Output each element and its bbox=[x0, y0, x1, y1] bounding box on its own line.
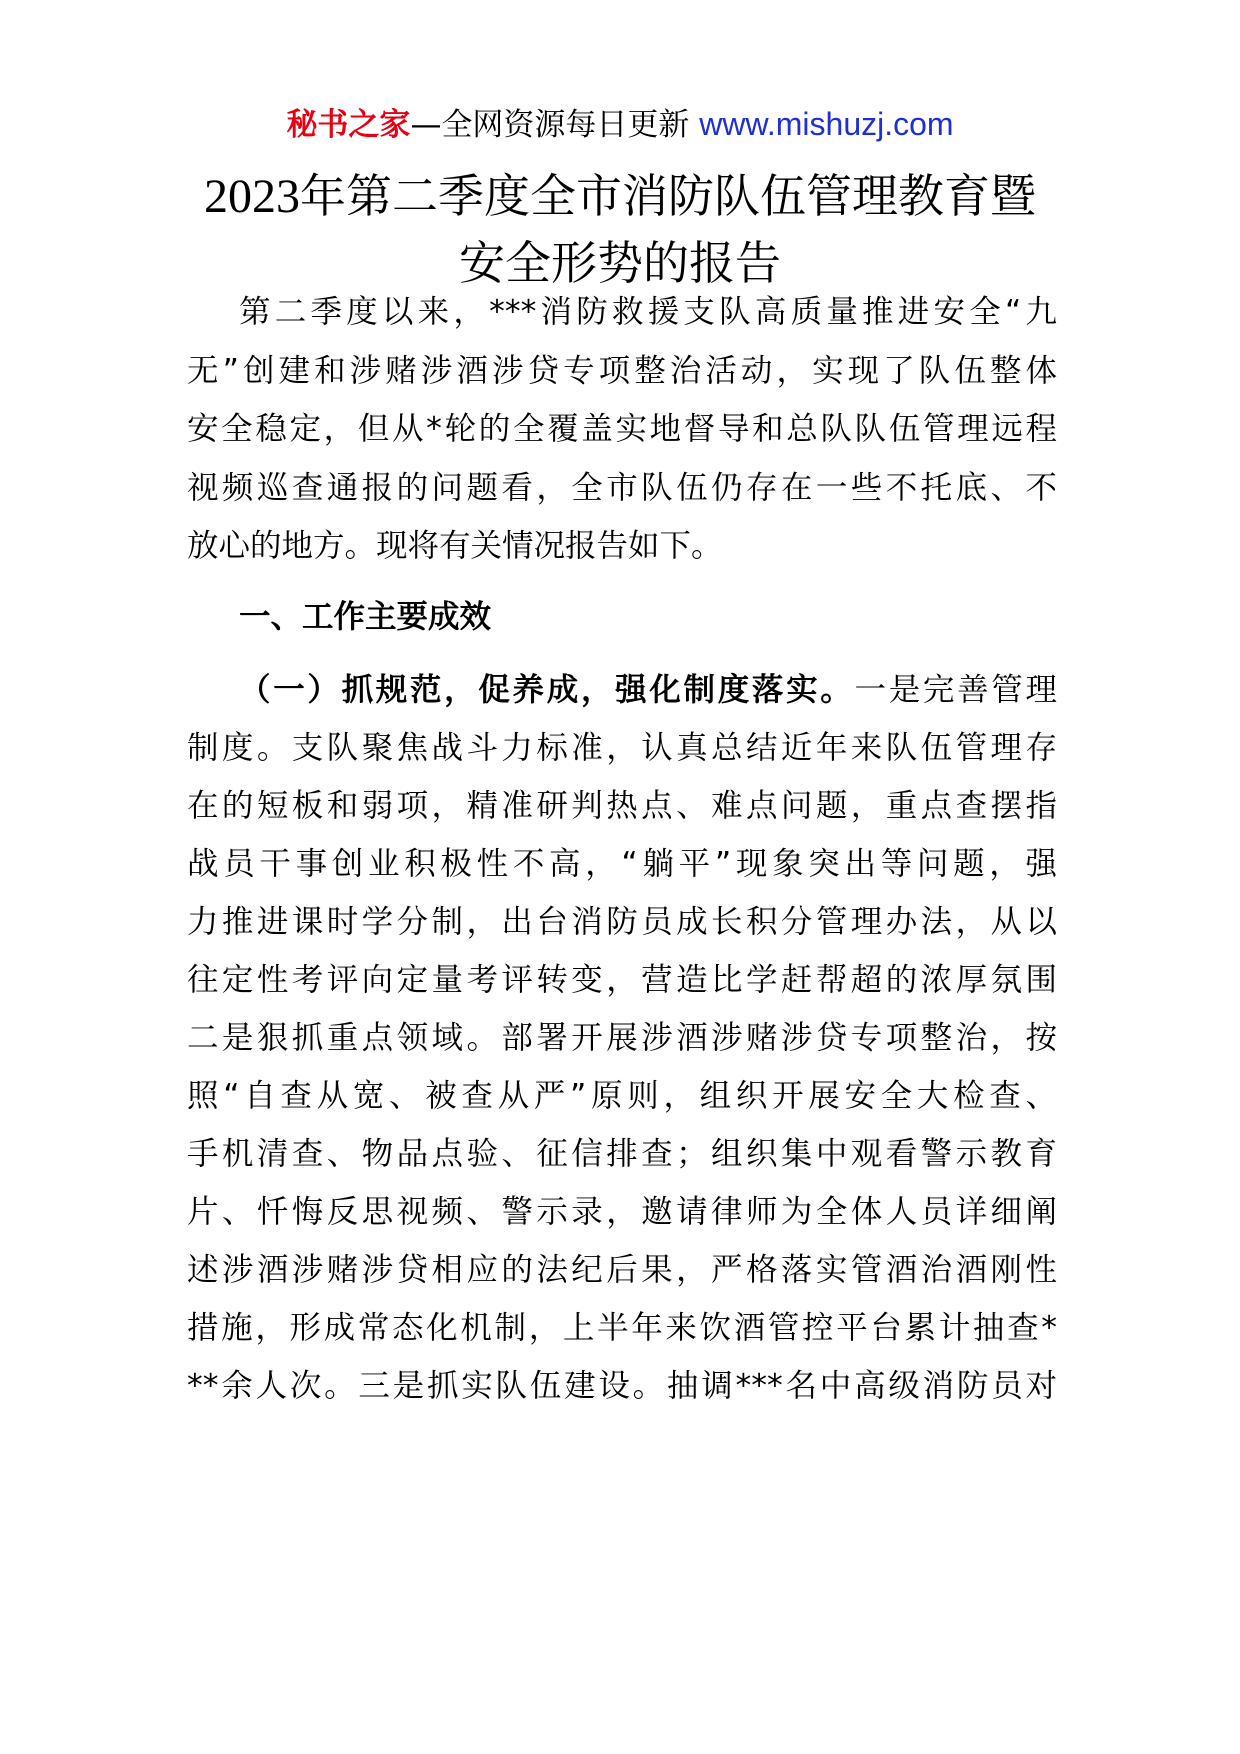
body-line: 二是狠抓重点领域。部署开展涉酒涉赌涉贷专项整治，按 bbox=[187, 1020, 1057, 1056]
body-line: 在的短板和弱项，精准研判热点、难点问题，重点查摆指 bbox=[187, 788, 1057, 824]
document-title bbox=[0, 163, 1240, 296]
subsection-first-line bbox=[239, 670, 1057, 710]
title-line-2: 安全形势的报告 bbox=[459, 236, 781, 290]
title-line-1 bbox=[0, 163, 1240, 230]
body-line: 照“自查从宽、被查从严”原则，组织开展安全大检查、 bbox=[187, 1078, 1057, 1114]
subsection-heading: （一）抓规范，促养成，强化制度落实。 bbox=[239, 672, 855, 708]
intro-line: 安全稳定，但从*轮的全覆盖实地督导和总队队伍管理远程 bbox=[187, 411, 1057, 447]
body-line: 述涉酒涉赌涉贷相应的法纪后果，严格落实管酒治酒刚性 bbox=[187, 1252, 1057, 1288]
subsection-first-line-rest: 一是完善管理 bbox=[854, 672, 1057, 708]
site-banner bbox=[0, 104, 1240, 145]
body-line: 战员干事创业积极性不高，“躺平”现象突出等问题，强 bbox=[187, 846, 1057, 882]
intro-line: 第二季度以来，***消防救援支队高质量推进安全“九 bbox=[239, 294, 1057, 330]
body-line: 力推进课时学分制，出台消防员成长积分管理办法，从以 bbox=[187, 904, 1057, 940]
title-year: 2023 bbox=[204, 170, 300, 223]
intro-line: 无”创建和涉赌涉酒涉贷专项整治活动，实现了队伍整体 bbox=[187, 353, 1057, 389]
banner-url-link[interactable]: www.mishuzj.com bbox=[699, 106, 954, 142]
body-line: 手机清查、物品点验、征信排查；组织集中观看警示教育 bbox=[187, 1136, 1057, 1172]
body-line: 制度。支队聚焦战斗力标准，认真总结近年来队伍管理存 bbox=[187, 730, 1057, 766]
body-line: 往定性考评向定量考评转变，营造比学赶帮超的浓厚氛围 bbox=[187, 962, 1057, 998]
banner-brand: 秘书之家 bbox=[286, 107, 411, 143]
body-line: **余人次。三是抓实队伍建设。抽调***名中高级消防员对 bbox=[187, 1368, 1057, 1404]
intro-line: 视频巡查通报的问题看，全市队伍仍存在一些不托底、不 bbox=[187, 470, 1057, 506]
body-line: 措施，形成常态化机制，上半年来饮酒管控平台累计抽查* bbox=[187, 1310, 1057, 1346]
intro-line: 放心的地方。现将有关情况报告如下。 bbox=[187, 528, 723, 564]
body-line: 片、忏悔反思视频、警示录，邀请律师为全体人员详细阐 bbox=[187, 1194, 1057, 1230]
title-line-1-text: 年第二季度全市消防队伍管理教育暨 bbox=[300, 169, 1036, 223]
section-heading: 一、工作主要成效 bbox=[239, 599, 492, 635]
banner-tagline: —全网资源每日更新 bbox=[410, 107, 690, 143]
